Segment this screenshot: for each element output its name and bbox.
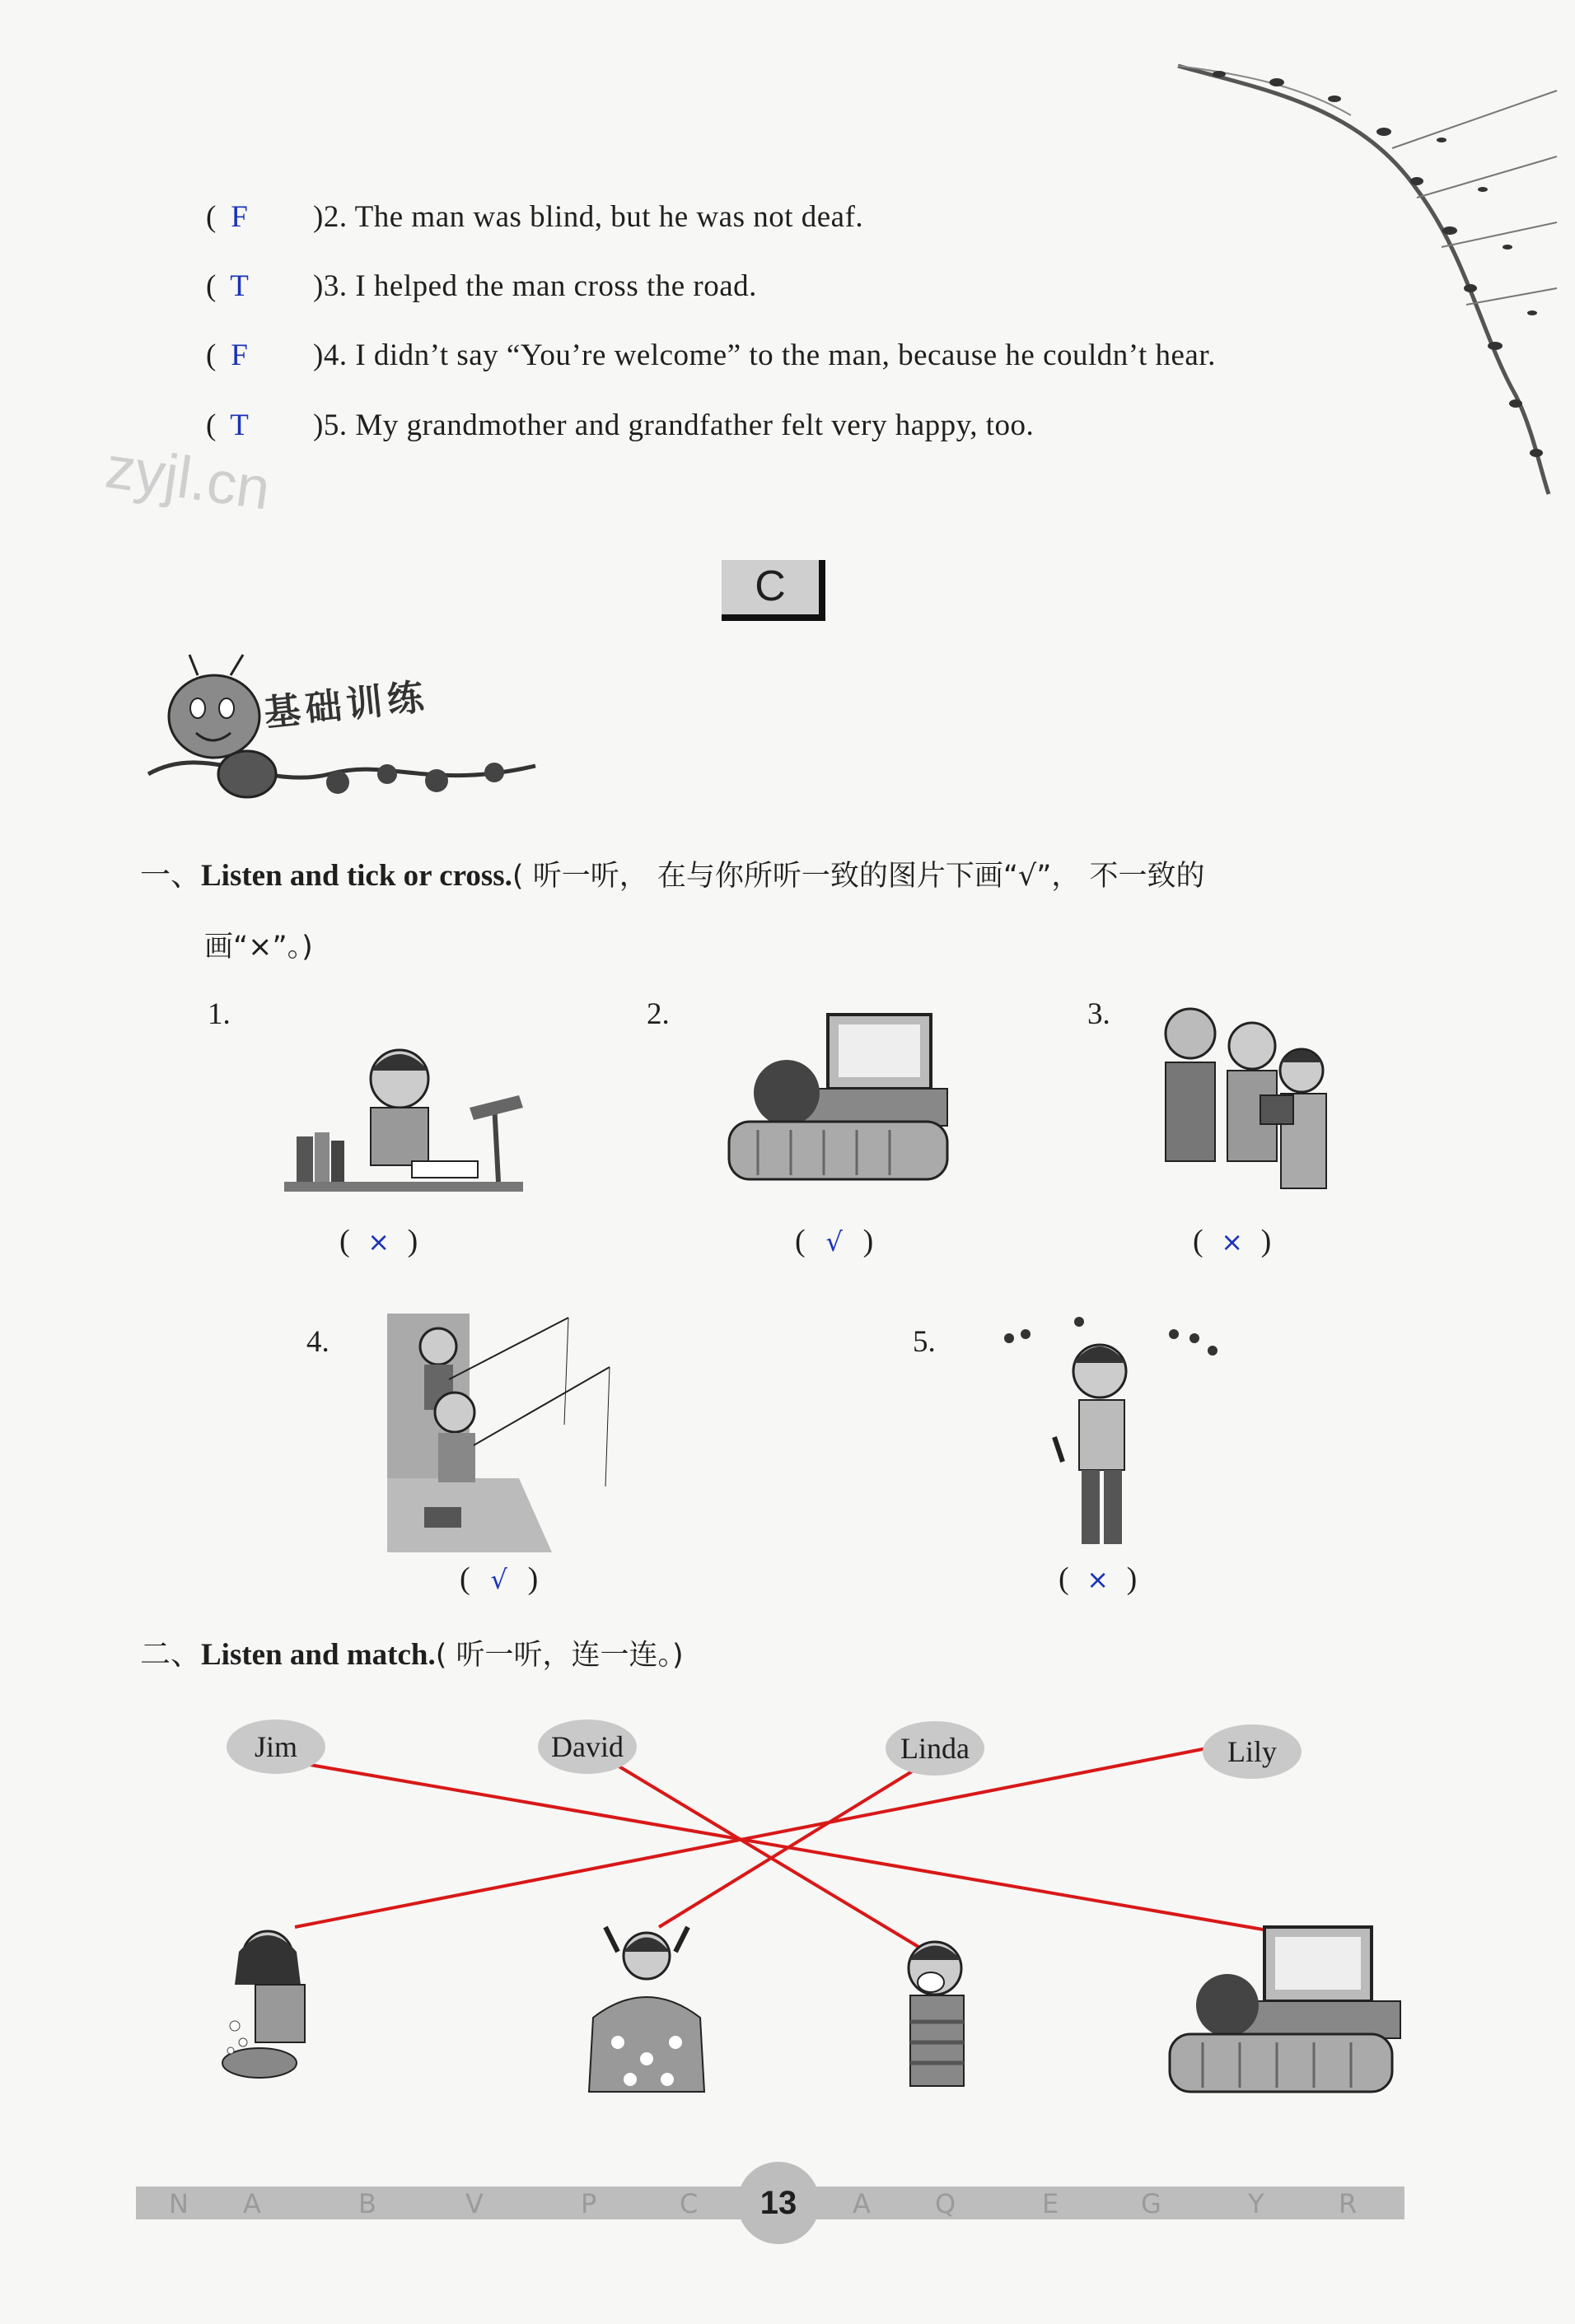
name-lily: Lily — [1203, 1724, 1302, 1779]
tf-item-4: ( F )4. I didn’t say “You’re welcome” to the man, because he couldn’t hear. — [206, 338, 1216, 372]
name-jim: Jim — [227, 1720, 325, 1774]
tf-answer: T — [230, 408, 250, 442]
match-line-lily — [295, 1746, 1219, 1927]
page-number: 13 — [737, 2162, 820, 2244]
answer-2: ( √ ) — [795, 1224, 874, 1258]
tf-item-3: ( T )3. I helped the man cross the road. — [206, 269, 757, 303]
part1-heading: 一、Listen and tick or cross.( 听一听， 在与你所听一致的图片下画“√”， 不一致的 — [140, 859, 1205, 893]
tf-item-5: ( T )5. My grandmother and grandfather felt very happy, too. — [206, 408, 1035, 442]
item-number-1: 1. — [208, 997, 231, 1031]
tf-answer: F — [231, 200, 249, 234]
item-number-2: 2. — [647, 997, 670, 1031]
answer-5: ( × ) — [1059, 1561, 1138, 1596]
item-number-4: 4. — [306, 1325, 329, 1359]
boy-watching-tv-picture-2 — [1166, 1923, 1404, 2096]
tf-answer: F — [231, 338, 249, 372]
item-number-3: 3. — [1087, 997, 1110, 1031]
match-line-linda — [659, 1762, 927, 1927]
tf-answer: T — [230, 269, 250, 303]
girl-in-bed-picture — [585, 1919, 708, 2100]
answer-4: ( √ ) — [460, 1561, 539, 1596]
girl-washing-picture — [218, 1919, 342, 2092]
name-david: David — [538, 1720, 637, 1774]
tf-statement: )5. My grandmother and grandfather felt very happy, too. — [313, 408, 1035, 442]
tf-statement: )4. I didn’t say “You’re welcome” to the man, because he couldn’t hear. — [313, 338, 1216, 372]
section-label: C — [722, 560, 825, 621]
tf-statement: )3. I helped the man cross the road. — [313, 269, 757, 303]
answer-3: ( × ) — [1193, 1224, 1272, 1258]
match-line-jim — [272, 1758, 1273, 1931]
boy-sneezing-picture — [881, 1931, 988, 2096]
watermark: zyjl.cn — [101, 434, 274, 523]
part1-heading-cont: 画“×”。) — [204, 931, 313, 964]
tf-statement: )2. The man was blind, but he was not deaf. — [313, 200, 864, 234]
name-linda: Linda — [886, 1721, 984, 1776]
part2-heading: 二、Listen and match.( 听一听，连一连。) — [140, 1638, 684, 1672]
answer-1: ( × ) — [339, 1224, 418, 1258]
banner-title: 基础训练 — [262, 675, 431, 735]
footer-bar: N A B V P C A Q E G Y R — [136, 2186, 1404, 2219]
tf-item-2: ( F )2. The man was blind, but he was not deaf. — [206, 200, 864, 234]
item-number-5: 5. — [913, 1325, 936, 1359]
